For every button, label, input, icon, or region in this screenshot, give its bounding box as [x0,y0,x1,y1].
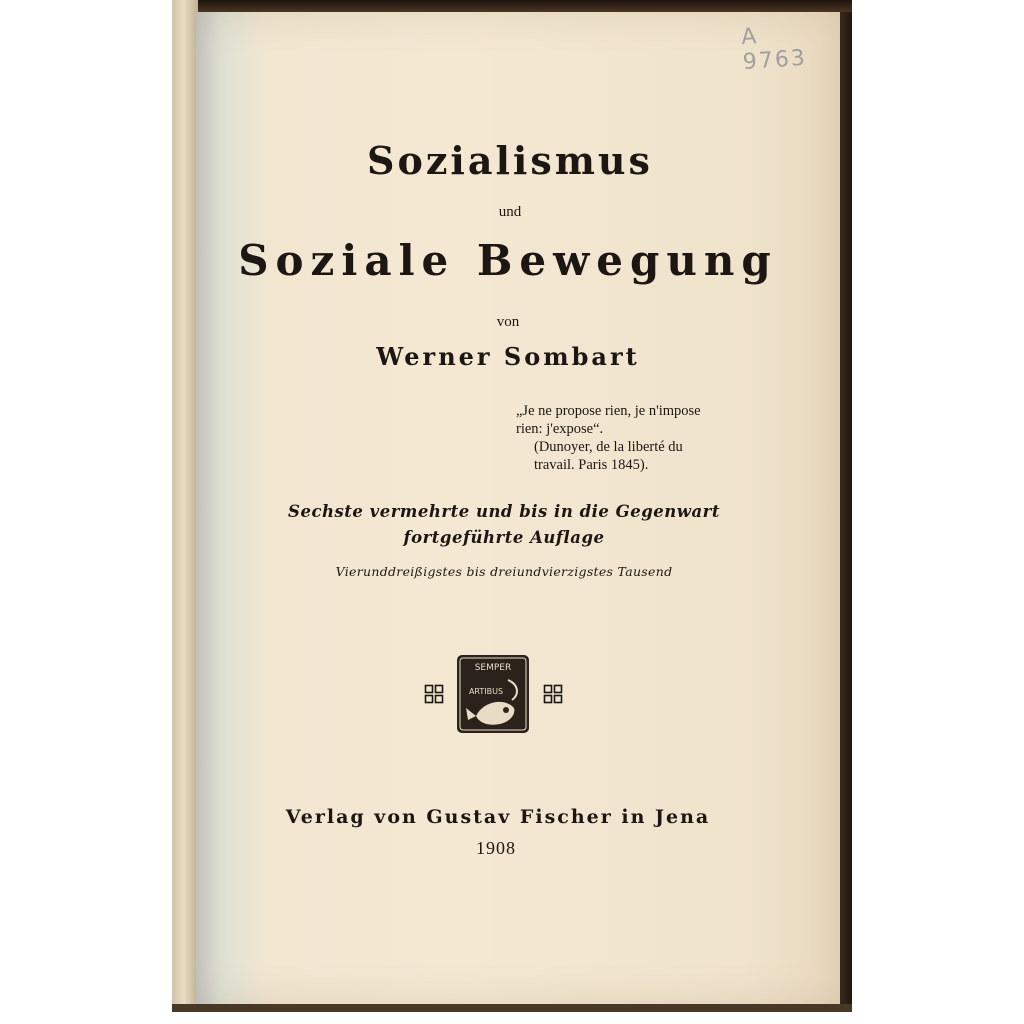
book-subtitle: Soziale Bewegung [238,236,778,285]
epigraph-line-2: rien: j'expose“. [516,421,604,437]
right-ornament-icon [543,684,563,704]
book-bottom-edge [172,1004,852,1012]
emblem-text-mid: ARTIBUS [468,687,504,696]
publisher-imprint: Verlag von Gustav Fischer in Jena [285,806,711,828]
epigraph [516,402,764,474]
book-top-edge [172,0,852,12]
epigraph-line-3: (Dunoyer, de la liberté du [534,439,683,455]
edition-line-2: fortgeführte Auflage [403,528,605,547]
publication-year: 1908 [476,838,516,858]
fish-emblem-icon [456,654,530,734]
left-ornament-icon [424,684,444,704]
author-preposition: von [496,314,520,330]
book-right-edge [840,12,852,1012]
pencil-shelfmark: A 9763 [740,24,808,76]
epigraph-line-4: travail. Paris 1845). [534,457,649,473]
printing-thousand: Vierunddreißigstes bis dreiundvierzigstes Tausend [335,564,673,579]
title-connector: und [498,204,522,220]
emblem-text-top: SEMPER [474,663,512,673]
epigraph-line-1: „Je ne propose rien, je n'impose [516,403,701,419]
author-name: Werner Sombart [376,342,640,371]
book-title: Sozialismus [367,138,653,183]
edition-line-1: Sechste vermehrte und bis in die Gegenwart [288,502,720,521]
